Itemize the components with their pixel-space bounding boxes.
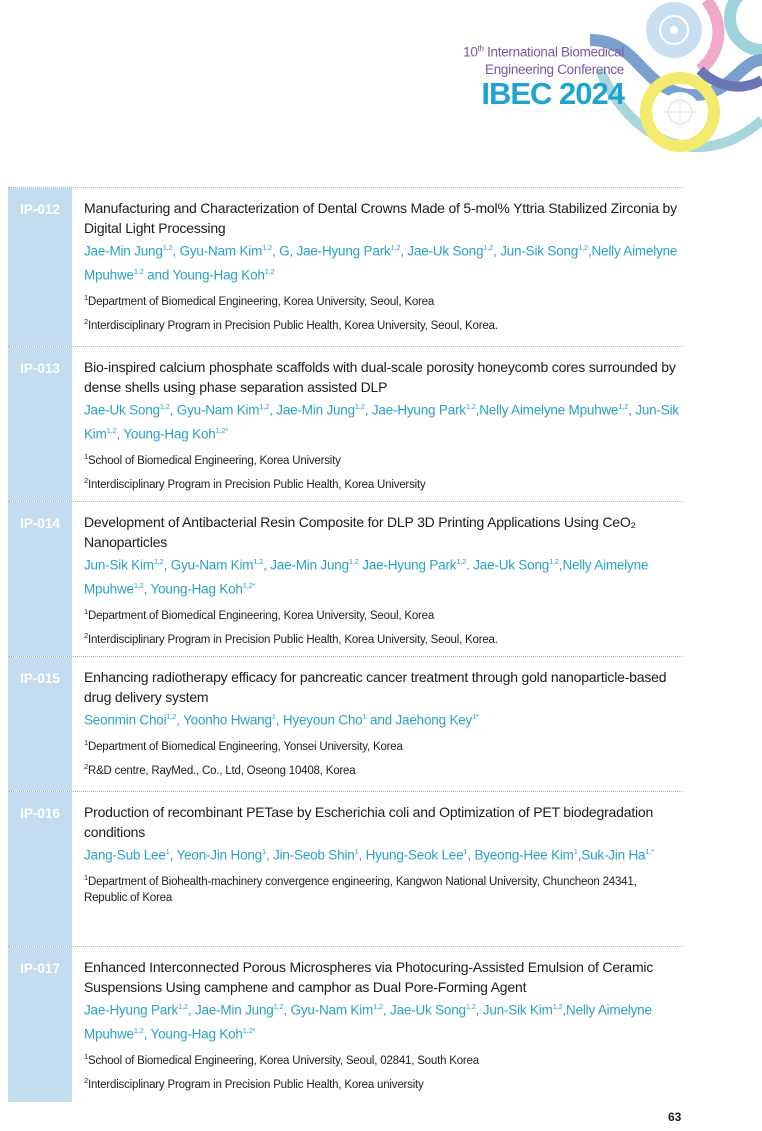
author-affiliation-mark: 1,2* — [242, 1026, 256, 1035]
affiliation-text: Department of Biomedical Engineering, Korea University, Seoul, Korea — [87, 295, 435, 308]
affiliation-text: Interdisciplinary Program in Precision Public Health, Korea University, Seoul, Korea. — [87, 319, 498, 332]
poster-authors — [84, 707, 682, 731]
conference-title: IBEC 2024 — [481, 76, 624, 111]
author-separator: , — [263, 557, 271, 573]
author-separator: , — [269, 402, 277, 418]
affiliation-number: 2 — [84, 316, 88, 326]
author-affiliation-mark: 1 — [463, 847, 468, 856]
author-separator: . — [466, 557, 474, 573]
author-name: Jun-Sik Kim — [84, 402, 679, 442]
affiliation-number: 2 — [84, 761, 88, 771]
author-separator: , — [169, 847, 177, 863]
author-separator: , — [587, 243, 592, 259]
ibec-logo-graphic — [0, 0, 762, 180]
author-affiliation-mark: 1,2 — [253, 557, 264, 566]
poster-id-badge: IP-012 — [8, 188, 72, 346]
author-name: Nelly Aimelyne Mpuhwe — [84, 243, 678, 283]
poster-affiliations — [84, 449, 682, 493]
affiliation-number: 1 — [84, 738, 88, 747]
author-separator: , — [562, 1002, 567, 1018]
author-affiliation-mark: 1,* — [645, 847, 654, 856]
author-name: Byeong-Hee Kim — [474, 847, 574, 863]
author-separator: , — [358, 847, 366, 863]
author-affiliation-mark: 1,2* — [215, 426, 229, 435]
author-name: Jae-Min Jung — [194, 1002, 274, 1018]
author-affiliation-mark: 1,2 — [264, 267, 275, 276]
author-affiliation-mark: 1,2 — [578, 243, 588, 252]
author-affiliation-mark: 1,2 — [262, 243, 272, 252]
poster-entry — [8, 791, 682, 946]
author-separator: , — [275, 712, 283, 728]
author-separator: , — [467, 847, 475, 863]
author-separator: , — [382, 1002, 391, 1018]
author-name: Jae-Hyung Park — [296, 243, 391, 259]
author-separator: , — [400, 243, 408, 259]
author-name: Young-Hag Koh — [150, 1026, 243, 1042]
affiliation-line — [84, 314, 682, 334]
author-separator: , — [475, 1002, 483, 1018]
author-name: Jae-Min Jung — [270, 557, 349, 573]
affiliation-text: Interdisciplinary Program in Precision Public Health, Korea university — [87, 1078, 424, 1091]
poster-id-badge: IP-016 — [8, 792, 72, 946]
author-separator: , — [116, 426, 124, 442]
page-number: 63 — [668, 1110, 682, 1124]
author-name: Yoonho Hwang — [183, 712, 272, 728]
poster-title: Enhanced Interconnected Porous Microspheres via Photocuring-Assisted Emulsion of Ceramic Suspensions Using camphene and camphor as Dual Pore-Forming Agent — [84, 959, 654, 995]
author-affiliation-mark: 1 — [573, 847, 578, 856]
author-affiliation-mark: 1,2 — [178, 1002, 188, 1011]
affiliation-line — [84, 604, 682, 624]
author-affiliation-mark: 1,2 — [133, 1026, 144, 1035]
author-affiliation-mark: 1,2 — [273, 1002, 284, 1011]
author-name: Gyu-Nam Kim — [179, 243, 263, 259]
author-affiliation-mark: 1,2 — [465, 402, 476, 411]
author-name: Jun-Sik Kim — [84, 557, 154, 573]
poster-affiliations — [84, 604, 682, 648]
affiliation-number: 1 — [84, 452, 88, 461]
author-affiliation-mark: 1 — [165, 847, 170, 856]
author-affiliation-mark: 1,2 — [549, 557, 559, 566]
affiliation-text: School of Biomedical Engineering, Korea University — [87, 454, 341, 467]
poster-id-badge: IP-013 — [8, 347, 72, 501]
affiliation-number: 1 — [84, 873, 88, 882]
author-name: Gyu-Nam Kim — [290, 1002, 374, 1018]
author-affiliation-mark: 1,2* — [242, 581, 256, 590]
poster-id-badge: IP-017 — [8, 947, 72, 1102]
author-separator: , — [475, 402, 480, 418]
author-name: Jae-Uk Song — [84, 402, 160, 418]
poster-affiliations — [84, 870, 682, 906]
poster-authors — [84, 842, 682, 866]
author-separator: , G, — [271, 243, 297, 259]
affiliation-number: 2 — [84, 630, 88, 640]
author-affiliation-mark: 1,2 — [159, 402, 170, 411]
affiliation-number: 2 — [84, 475, 88, 485]
poster-title: Bio-inspired calcium phosphate scaffolds with dual-scale porosity honeycomb cores surrounded by dense shells using phase separation assisted DLP — [84, 359, 676, 395]
author-separator: , — [187, 1002, 195, 1018]
poster-affiliations — [84, 735, 682, 779]
affiliation-text: School of Biomedical Engineering, Korea University, Seoul, 02841, South Korea — [87, 1054, 479, 1067]
affiliation-number: 1 — [84, 1052, 88, 1061]
author-name: Jae-Uk Song — [473, 557, 550, 573]
author-name: Jun-Sik Kim — [482, 1002, 553, 1018]
author-name: Jae-Hyung Park — [362, 557, 457, 573]
author-name: Hyeyoun Cho — [282, 712, 363, 728]
author-separator: , — [143, 581, 151, 597]
author-name: Jun-Sik Song — [500, 243, 579, 259]
author-affiliation-mark: 1 — [261, 847, 266, 856]
author-name: Young-Hag Koh — [123, 426, 216, 442]
author-name: Gyu-Nam Kim — [176, 402, 260, 418]
conference-name-line: Engineering Conference — [485, 62, 624, 77]
author-affiliation-mark: 1,2 — [618, 402, 629, 411]
author-name: Nelly Aimelyne Mpuhwe — [479, 402, 619, 418]
affiliation-text: Interdisciplinary Program in Precision Public Health, Korea University — [87, 478, 426, 491]
poster-id-badge: IP-015 — [8, 657, 72, 791]
author-affiliation-mark: 1,2 — [133, 267, 144, 276]
author-separator: and — [143, 267, 173, 283]
poster-entry — [8, 501, 682, 656]
author-affiliation-mark: 1,2 — [166, 712, 177, 721]
author-affiliation-mark: 1* — [472, 712, 479, 721]
author-separator: , — [558, 557, 563, 573]
affiliation-number: 2 — [84, 1075, 88, 1085]
affiliation-line — [84, 628, 682, 648]
author-affiliation-mark: 1,2 — [552, 1002, 563, 1011]
author-separator: , — [364, 402, 372, 418]
affiliation-number: 1 — [84, 607, 88, 616]
author-separator: , — [172, 243, 180, 259]
author-separator: , — [283, 1002, 291, 1018]
author-name: Yeon-Jin Hong — [176, 847, 262, 863]
author-separator: , — [143, 1026, 151, 1042]
author-separator: , — [628, 402, 636, 418]
affiliation-line — [84, 759, 682, 779]
author-name: Jae-Min Jung — [276, 402, 355, 418]
author-affiliation-mark: 1,2 — [259, 402, 270, 411]
author-affiliation-mark: 1,2 — [153, 557, 164, 566]
author-name: Nelly Aimelyne Mpuhwe — [84, 1002, 652, 1042]
author-affiliation-mark: 1,2 — [106, 426, 117, 435]
poster-authors — [84, 238, 682, 286]
author-separator: and — [366, 712, 396, 728]
author-affiliation-mark: 1 — [362, 712, 367, 721]
author-affiliation-mark: 1,2 — [348, 557, 359, 566]
poster-entry — [8, 946, 682, 1102]
poster-affiliations — [84, 290, 682, 334]
author-affiliation-mark: 1 — [354, 847, 359, 856]
affiliation-number: 1 — [84, 293, 88, 302]
poster-title: Production of recombinant PETase by Escherichia coli and Optimization of PET biodegradation conditions — [84, 804, 654, 840]
author-name: Jang-Sub Lee — [84, 847, 166, 863]
author-affiliation-mark: 1,2 — [162, 243, 173, 252]
poster-entry — [8, 187, 682, 346]
affiliation-line — [84, 473, 682, 493]
affiliation-line — [84, 449, 682, 469]
author-name: Jae-Uk Song — [407, 243, 484, 259]
affiliation-line — [84, 290, 682, 310]
affiliation-line — [84, 1073, 682, 1093]
author-separator: , — [163, 557, 171, 573]
poster-title: Enhancing radiotherapy efficacy for pancreatic cancer treatment through gold nanoparticle-based drug delivery system — [84, 669, 667, 705]
author-separator: , — [493, 243, 501, 259]
author-affiliation-mark: 1,2 — [133, 581, 144, 590]
author-name: Jae-Uk Song — [390, 1002, 466, 1018]
author-name: Suk-Jin Ha — [581, 847, 646, 863]
author-separator: , — [176, 712, 184, 728]
poster-id-badge: IP-014 — [8, 502, 72, 656]
poster-authors — [84, 552, 682, 600]
affiliation-text: Department of Biomedical Engineering, Yonsei University, Korea — [87, 740, 403, 753]
poster-entry — [8, 656, 682, 791]
author-name: Nelly Aimelyne Mpuhwe — [84, 557, 649, 597]
affiliation-line — [84, 735, 682, 755]
author-name: Hyung-Seok Lee — [365, 847, 464, 863]
affiliation-text: Department of Biomedical Engineering, Korea University, Seoul, Korea — [87, 609, 435, 622]
affiliation-text: Interdisciplinary Program in Precision Public Health, Korea University, Seoul, Korea. — [87, 633, 498, 646]
affiliation-line — [84, 1049, 682, 1069]
poster-affiliations — [84, 1049, 682, 1093]
author-affiliation-mark: 1,2 — [465, 1002, 476, 1011]
author-separator: , — [169, 402, 177, 418]
affiliation-text: R&D centre, RayMed., Co., Ltd, Oseong 10408, Korea — [87, 764, 356, 777]
author-affiliation-mark: 1,2 — [483, 243, 494, 252]
author-separator: , — [265, 847, 274, 863]
poster-entry — [8, 346, 682, 501]
poster-authors — [84, 397, 682, 445]
author-affiliation-mark: 1 — [271, 712, 276, 721]
author-name: Jae-Hyung Park — [371, 402, 466, 418]
conference-edition-line: 10th International Biomedical — [463, 44, 624, 60]
author-separator: , — [577, 847, 582, 863]
author-name: Young-Hag Koh — [172, 267, 265, 283]
author-name: Jaehong Key — [395, 712, 473, 728]
author-name: Jin-Seob Shin — [273, 847, 355, 863]
poster-title: Development of Antibacterial Resin Composite for DLP 3D Printing Applications Using CeO₂ Nanoparticles — [84, 514, 636, 550]
author-name: Seonmin Choi — [84, 712, 167, 728]
affiliation-text: Department of Biohealth-machinery convergence engineering, Kangwon National University, Chuncheon 24341, Republic of Korea — [84, 875, 637, 904]
author-affiliation-mark: 1,2 — [456, 557, 467, 566]
author-name: Jae-Min Jung — [84, 243, 163, 259]
author-affiliation-mark: 1,2 — [373, 1002, 383, 1011]
author-name: Young-Hag Koh — [150, 581, 243, 597]
author-affiliation-mark: 1,2 — [390, 243, 401, 252]
author-name: Gyu-Nam Kim — [170, 557, 254, 573]
affiliation-line — [84, 870, 682, 906]
author-affiliation-mark: 1,2 — [354, 402, 365, 411]
author-name: Jae-Hyung Park — [84, 1002, 178, 1018]
poster-title: Manufacturing and Characterization of Dental Crowns Made of 5-mol% Yttria Stabilized Zirconia by Digital Light Processing — [84, 200, 677, 236]
poster-authors — [84, 997, 682, 1045]
